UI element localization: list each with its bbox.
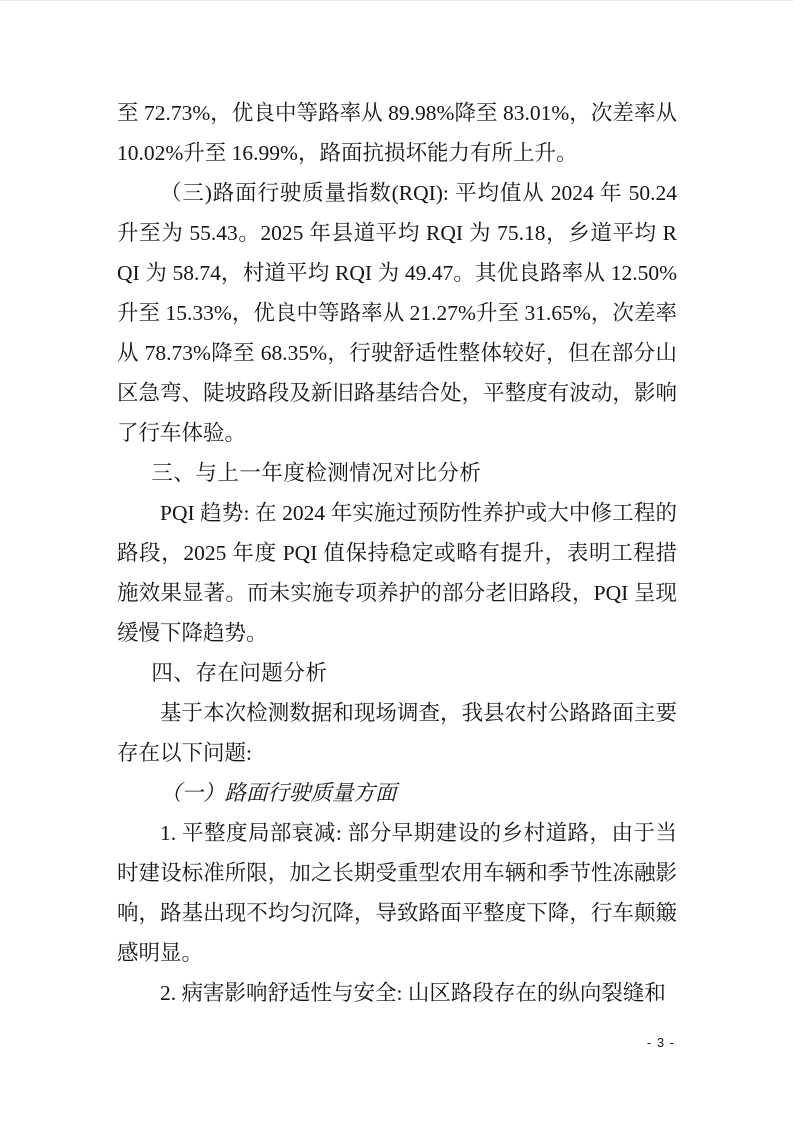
page-footer	[647, 1035, 675, 1051]
paragraph: 至 72.73%，优良中等路率从 89.98%降至 83.01%，次差率从 10.02%升至 16.99%，路面抗损坏能力有所上升。	[117, 101, 677, 165]
page-number: - 3 -	[646, 1035, 675, 1050]
paragraph: 2. 病害影响舒适性与安全: 山区路段存在的纵向裂缝和	[160, 981, 666, 1005]
paragraph: PQI 趋势: 在 2024 年实施过预防性养护或大中修工程的路段，2025 年度 PQI 值保持稳定或略有提升，表明工程措施效果显著。而未实施专项养护的部分老旧路段，PQI 呈现缓慢下降趋势。	[117, 501, 677, 645]
paragraph: 基于本次检测数据和现场调查，我县农村公路路面主要存在以下问题:	[117, 701, 677, 765]
paragraph: 1. 平整度局部衰减: 部分早期建设的乡村道路，由于当时建设标准所限，加之长期受重型农用车辆和季节性冻融影响，路基出现不均匀沉降，导致路面平整度下降，行车颠簸感明显。	[117, 821, 677, 965]
paragraph: （三)路面行驶质量指数(RQI): 平均值从 2024 年 50.24 升至为 55.43。2025 年县道平均 RQI 为 75.18，乡道平均 RQI 为 58.74，村道平均 RQI 为 49.47。其优良路率从 12.50%升至 15.33%，优良中等路率从 21.27%升至 31.65%，次差率从 78.73%降至 68.35%，行驶舒适性整体较好，但在部分山区急弯、陡坡路段及新旧路基结合处，平整度有波动，影响了行车体验。	[117, 181, 677, 445]
section-heading: 三、与上一年度检测情况对比分析	[151, 461, 482, 485]
document-content	[117, 93, 677, 1013]
section-heading: 四、存在问题分析	[151, 661, 328, 685]
subsection-heading: （一）路面行驶质量方面	[160, 781, 397, 805]
